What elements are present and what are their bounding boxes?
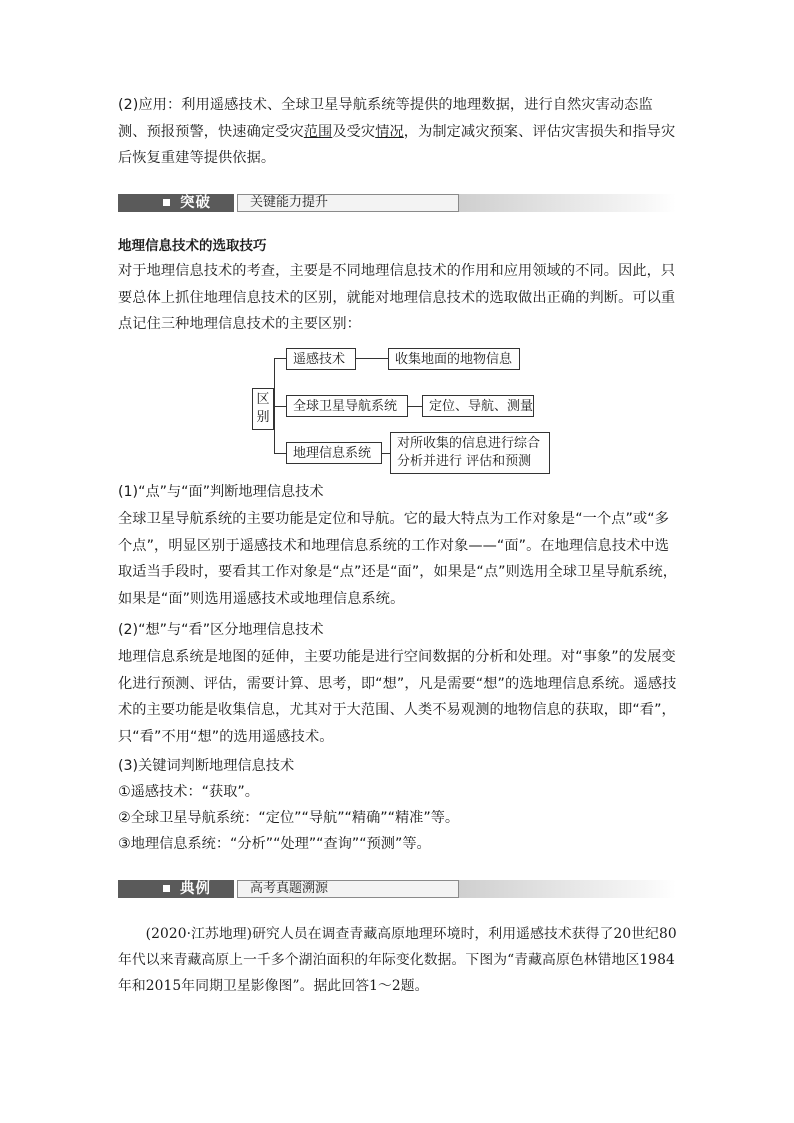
diagram-function-gis-line1: 对所收集的信息进行综合 (397, 436, 541, 451)
diagram-root: 区别 (252, 388, 274, 430)
application-text-2: ，为制定减灾预案、评估灾害损失和指导灾后恢复重建等提供依据。 (118, 123, 676, 166)
diagram-tech-gnss: 全球卫星导航系统 (286, 395, 408, 417)
point3-title: (3)关键词判断地理信息技术 (118, 758, 295, 774)
tips-intro: 对于地理信息技术的考查，主要是不同地理信息技术的作用和应用领域的不同。因此，只要总体上抓住地理信息技术的区别，就能对地理信息技术的选取做出正确的判断。可以重点记住三种地理信息技术的主要区别： (118, 263, 676, 332)
application-and: 及受灾 (332, 123, 376, 140)
diagram-tech-gis: 地理信息系统 (286, 442, 382, 464)
application-range: 范围 (303, 123, 333, 140)
application-text-1: (2)应用：利用遥感技术、全球卫星导航系统等提供的地理数据，进行自然灾害动态监测、预报预警，快速确定受灾 (118, 97, 653, 140)
square-bullet-icon (163, 199, 170, 206)
diagram-function-gis-line2: 分析并进行 评估和预测 (397, 454, 532, 469)
point3-item-1: ①遥感技术：“获取”。 (118, 784, 259, 800)
section-tag: 关键能力提升 (250, 195, 329, 210)
point3-item-2: ②全球卫星导航系统：“定位”“导航”“精确”“精准”等。 (118, 810, 460, 826)
diagram-tech-remote-sensing: 遥感技术 (286, 348, 356, 370)
section-label: 典例 (180, 881, 211, 897)
point3-item-3: ③地理信息系统：“分析”“处理”“查询”“预测”等。 (118, 836, 431, 852)
section-bar-example (118, 878, 676, 900)
point1-body: 全球卫星导航系统的主要功能是定位和导航。它的最大特点为工作对象是“一个点”或“多个点”，明显区别于遥感技术和地理信息系统的工作对象——“面”。在地理信息技术中选取适当手段时，要看其工作对象是“点”还是“面”，如果是“点”则选用全球卫星导航系统，如果是“面”则选用遥感技术或地理信息系统。 (118, 511, 678, 607)
tips-title: 地理信息技术的选取技巧 (118, 238, 267, 254)
section-label: 突破 (180, 195, 211, 211)
example-text: (2020·江苏地理)研究人员在调查青藏高原地理环境时，利用遥感技术获得了20世纪80年代以来青藏高原上一千多个湖泊面积的年际变化数据。下图为“青藏高原色林错地区1984年和2015年同期卫星影像图”。据此回答1～2题。 (118, 926, 677, 994)
application-paragraph (118, 92, 680, 172)
diagram-function-gis (390, 432, 550, 474)
point1-title: (1)“点”与“面”判断地理信息技术 (118, 484, 324, 500)
point2-title: (2)“想”与“看”区分地理信息技术 (118, 622, 324, 638)
application-situation: 情况 (375, 123, 404, 140)
section-bar-breakthrough (118, 192, 676, 214)
diagram-function-gnss: 定位、导航、测量 (422, 395, 534, 417)
diagram-function-remote-sensing: 收集地面的地物信息 (388, 348, 520, 370)
point2-body: 地理信息系统是地图的延伸，主要功能是进行空间数据的分析和处理。对“事象”的发展变化进行预测、评估，需要计算、思考，即“想”，凡是需要“想”的选地理信息系统。遥感技术的主要功能是收集信息，尤其对于大范围、人类不易观测的地物信息的获取，即“看”，只“看”不用“想”的选用遥感技术。 (118, 649, 677, 745)
square-bullet-icon (163, 885, 170, 892)
section-tag: 高考真题溯源 (250, 881, 329, 896)
